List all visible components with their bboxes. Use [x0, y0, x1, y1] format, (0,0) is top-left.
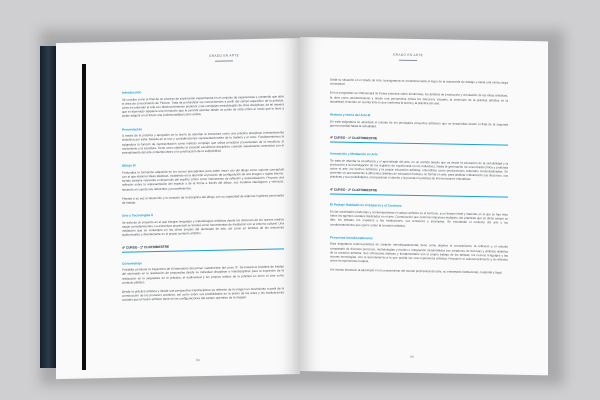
body-paragraph: Dada su situación en el Grado de Arte, la asignatura se encamina hacia el logro de la autonomía de trabajo y hacia una cierta carga conceptual. — [330, 77, 508, 86]
course-heading: 4º CURSO - 2º CUATRIMESTRE — [330, 187, 378, 192]
section-heading: Arte y Tecnologías II — [122, 213, 153, 218]
body-paragraph: En esta asignatura se abordará el estudio de los principales proyectos artísticos que se desarrollan desde el final de la segunda guerra mundial hasta la actualidad. — [330, 119, 508, 129]
body-paragraph: Plantea a su vez el desarrollo y la creación de la disciplina del dibujo con su capacidad de elaborar hipótesis personales de trabajo. — [122, 193, 284, 205]
left-text-column — [122, 78, 284, 307]
black-edge-bar — [82, 64, 86, 370]
course-heading: 4º CURSO - 1º CUATRIMESTRE — [122, 244, 170, 250]
body-paragraph: Esta asignatura teórico-práctica de carácter interdepartamental, tiene como objetivo el conocimiento, la reflexión y el estudio comparado de diversos procesos, metodologías y modos e integración desarrollados por creadores de diversas y ámbitos distintos de la creación artística. Sus referencias básicas y fundamentales son el propio trabajo de los artistas, los nuevos lenguajes y las nuevas tecnologías, con el acercamiento a lo que podría ser una experiencia artística. Proponen el autoconocimiento y la reflexión sobre la experiencia creativa. — [330, 241, 508, 264]
section-heading: Introducción — [122, 90, 142, 95]
page-number-left: 84 — [196, 358, 200, 363]
body-paragraph: Así mismo introducir al alumnado en el conocimiento del mundo profesional del arte, su entramado institucional, curatorial y legal. — [330, 267, 503, 275]
body-paragraph: A través de la práctica y apoyados en la teoría se abordan la estructura como una práctica disciplinar eminentemente simbólica por estar basada en el uso y consideraciones representacionales de la materia y el color. Fundamentamos la asignatura la función de representación como método complejo que utiliza principios provenientes de la escultura, el movimiento y la escultura. Tiene como objetivo la creación escultórica disciplinar, creando nuevamente contenidos con el entendimiento del arte contemporáneo y la construcción de la subjetividad. — [122, 130, 284, 155]
right-text-column — [330, 78, 508, 281]
page-number-right: 85 — [410, 354, 414, 359]
section-heading: Proyectos Interdisciplinares — [330, 235, 373, 241]
section-heading: Presentación — [122, 126, 143, 132]
left-page — [56, 38, 300, 379]
section-heading: Dibujo III — [122, 163, 136, 168]
body-paragraph: Se concibe como el final de un proceso de exploración experimental en el conjunto de experiencias y contenido que abre el área de conocimiento de Pintura. Trata de profundizar los conocimientos a partir del campo específico de la práctica, cómo es entender el arte con desenvolvimiento posterior y las complejas metodologías de otras disciplinas, de tal manera que el alumnado adquiera una formación que le permita abordar desde un punto de vista crítico el modo que le lleve a poder adquirir en el futuro una profesionalidad como artista. — [122, 93, 284, 119]
body-paragraph: Se trata de un proyecto en el que integrar lenguajes y metodologías artísticas desde los discursos de los nuevos medios según consideraciones. La estructura proyectual se tomará como herramientas de mediación con el entorno cultural. Una mediación que se contempla en las obras propias del alumnado de arte, así como en ámbitos de las relaciones audiovisuales y directamente en el propio contexto artístico. — [122, 217, 284, 238]
body-paragraph: Posibilita continuar la trayectoria de él laboratorio del primer cuatrimestre del curso 3º. Se basará la iniciativa de trabajo del alumnado en la realización de propuestas desde su individual disciplinar e interdisciplinar para la expresión de la realización en la asignatura en la práctica, el audiovisual y los propios relatos de la práctica en torno al cine como contexto plástico. — [122, 264, 284, 285]
body-paragraph: Desde la práctica artística y desde una perspectiva interdisciplinar se reflexión de la imagen en movimiento a partir de la construcción de los procesos creativos, así como sobre sus posibilidades en la praxis de las artes y las implicaciones sociales que el hecho artístico tiene en las configuraciones del campo operativo de la imagen. — [122, 286, 284, 303]
section-heading: Historia y teoría del Arte III — [330, 112, 371, 118]
running-head-rule — [399, 60, 417, 61]
body-paragraph: Profundiza la formación adquirida en los cursos precedentes para saber hacer uso del dibujo como soporte conceptual con el que elaborar ideas plásticas, incidiendo en la atención al proceso de configuración de una imagen o sujeto interno, siendo siempre relevante el desarrollo del espíritu crítico como instrumento de reflexión y autoevaluación. Propone una reflexión sobre la representación del espacio y de la forma a través del dibujo, sus modelos ideológicos y retóricos, teniendo en cuenta sus referentes y procedimientos. — [122, 167, 284, 192]
section-heading: Innovación y Mediación en Arte — [330, 151, 378, 157]
body-paragraph: En las sociedades modernas y contemporáneas el campo artístico es el territorio, a un tiempo ideal y material, en el que se han visto todos los agentes sociales implicados en el arte. Construcción que encierra relaciones múltiples, las prácticas que en dicho campo se dan, los artistas, los espacios y las instituciones, sus tensiones y jerarquías. Se estudiarán el contexto del arte y los condicionamientos que ejerce sobre la creación artística. — [330, 209, 508, 228]
body-paragraph: En los programas se reflexionará de forma colectiva sobre tendencias, los ámbitos de producción y circulación de las ideas artísticas, la obra como acontecimiento y desde una perspectiva crítica los discursos visuales, la inmersión de la práctica artística en la actualidad, teniendo en cuenta todo lo que conforma la teoría y la práctica del arte. — [330, 90, 508, 106]
right-page — [300, 37, 548, 375]
course-heading: 4º CURSO - 1º CUATRIMESTRE — [330, 135, 378, 141]
running-head-right: GRADO EN ARTE — [392, 52, 424, 58]
running-head-rule — [215, 60, 233, 61]
body-paragraph: Se trata de abordar la enseñanza y el aprendizaje del arte, en un sentido amplio que va desde la educación de la sensibilidad y la producción a la investigación de los registros de experiencia en los individuos, hasta la generación de una mirada crítica y profunda sobre el arte, los hechos artísticos y la propia educación artística, entendidos como producciones culturales contextualizadas. Se pretende un acercamiento a diferentes ámbitos de educación formal y no formal en arte, para analizar críticamente sus discursos, sus prácticas y sus posibilidades, incorporando el diseño y la puesta en práctica de intervenciones educativas. — [330, 158, 508, 182]
running-head-left: GRADO EN ARTE — [208, 53, 240, 58]
section-heading: Cortometraje — [122, 260, 142, 266]
section-heading: El Paisaje Habitado en el Espacio y el Contexto — [330, 202, 402, 209]
